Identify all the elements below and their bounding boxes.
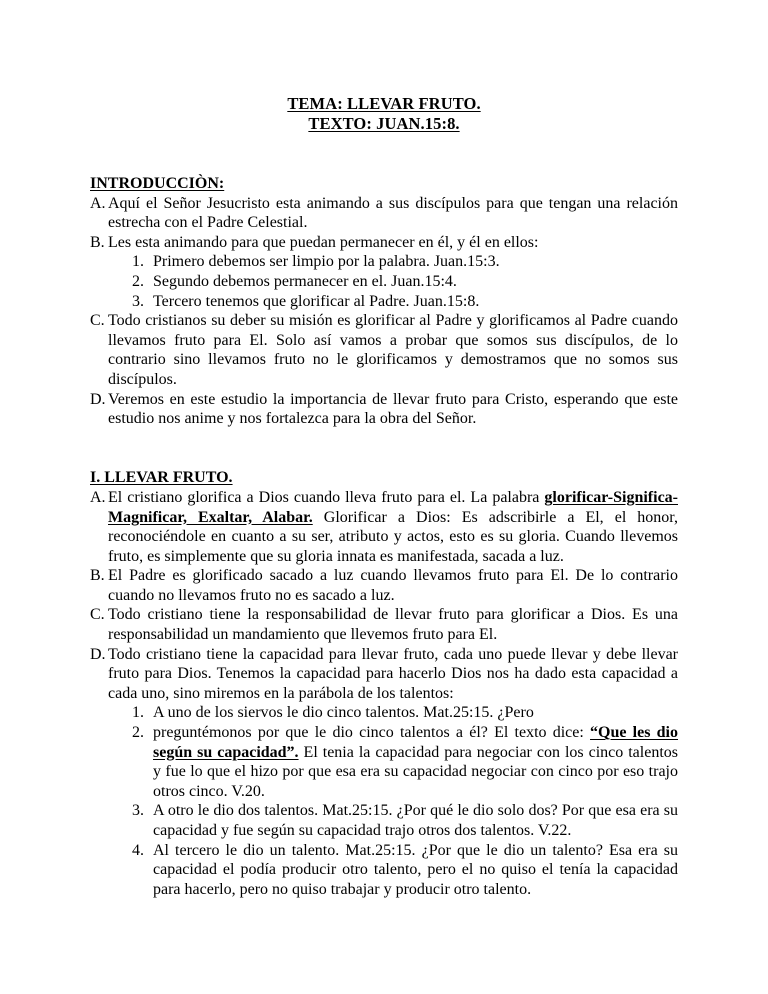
list-marker: 3. — [132, 802, 144, 820]
list-item — [90, 233, 678, 311]
list-marker: C. — [90, 312, 105, 330]
list-item — [132, 703, 678, 723]
list-item-text: Les esta animando para que puedan permanecer en él, y él en ellos: — [108, 233, 539, 251]
emphasis-text: “Que les dio según su capacidad”. — [153, 724, 679, 761]
title-line-texto: TEXTO: JUAN.15:8. — [308, 114, 460, 133]
sublist — [108, 703, 678, 899]
section-gap — [90, 429, 678, 449]
section-gap-2 — [90, 448, 678, 468]
list-item-text-after: El tenia la capacidad para negociar con los cinco talentos y fue lo que el hizo por que esa era su capacidad negociar con cinco por eso trajo otros cinco. V.20. — [153, 743, 679, 800]
list-item-text: Aquí el Señor Jesucristo esta animando a sus discípulos para que tengan una relación estrecha con el Padre Celestial. — [108, 194, 678, 232]
list-item — [90, 566, 678, 605]
list-item-text: Veremos en este estudio la importancia de llevar fruto para Cristo, esperando que este estudio nos anime y nos fortalezca para la obra del Señor. — [108, 390, 678, 428]
list-item — [132, 841, 678, 900]
list-item — [90, 605, 678, 644]
list-item — [132, 801, 678, 840]
emphasis-text: glorificar-Significa- Magnificar, Exaltar, Alabar. — [108, 488, 678, 526]
list-item-text: Al tercero le dio un talento. Mat.25:15. ¿Por que le dio un talento? Esa era su capacidad el podía producir otro talento, pero el no quiso el tenía la capacidad para hacerlo, pero no quiso trabajar y producir otro talento. — [153, 841, 678, 898]
list-item-text: Todo cristianos su deber su misión es glorificar al Padre y glorificamos al Padre cuando llevamos fruto para El. Solo así vamos a probar que somos sus discípulos, de lo contrario sino llevamos fruto no le glorificamos y demostramos que no somos sus discípulos. — [108, 312, 678, 388]
section-heading-introduccion: INTRODUCCIÒN: — [90, 174, 225, 192]
list-item-text: Tercero tenemos que glorificar al Padre. Juan.15:8. — [153, 292, 480, 310]
list-marker: 2. — [132, 272, 144, 290]
list-item-text-before: El cristiano glorifica a Dios cuando lleva fruto para el. La palabra — [108, 488, 545, 506]
list-item — [90, 390, 678, 429]
list-item — [132, 252, 678, 272]
list-marker: D. — [90, 390, 106, 408]
list-marker: 1. — [132, 704, 144, 722]
list-item-text: Todo cristiano tiene la capacidad para llevar fruto, cada uno puede llevar y debe llevar fruto para Dios. Tenemos la capacidad para hacerlo Dios nos ha dado esta capacidad a cada uno, sino miremos en la parábola de los talentos: — [108, 645, 678, 702]
list-item-text: A uno de los siervos le dio cinco talentos. Mat.25:15. ¿Pero — [153, 704, 534, 722]
list-marker: 4. — [132, 841, 144, 859]
list-marker: A. — [90, 194, 106, 212]
list-item-text-before: preguntémonos por que le dio cinco talentos a él? El texto dice: — [153, 724, 591, 742]
list-item — [90, 645, 678, 900]
sublist — [108, 252, 678, 311]
list-item — [90, 311, 678, 389]
title-gap-2 — [90, 154, 678, 174]
list-item-text: A otro le dio dos talentos. Mat.25:15. ¿Por qué le dio solo dos? Por que esa era su capacidad y fue según su capacidad trajo otros dos talentos. V.22. — [153, 802, 678, 839]
section-heading-llevar-fruto: I. LLEVAR FRUTO. — [90, 468, 233, 486]
list-item — [132, 292, 678, 312]
list-item-text: Primero debemos ser limpio por la palabra. Juan.15:3. — [153, 253, 500, 271]
list-item — [132, 723, 678, 801]
llevar-fruto-item-list — [90, 488, 678, 899]
list-marker: D. — [90, 645, 106, 663]
list-item — [132, 272, 678, 292]
title-gap — [90, 134, 678, 154]
list-marker: C. — [90, 606, 105, 624]
document-title — [90, 94, 678, 134]
list-item-text: Segundo debemos permanecer en el. Juan.15:4. — [153, 272, 457, 290]
list-item-text: El Padre es glorificado sacado a luz cuando llevamos fruto para El. De lo contrario cuando no llevamos fruto no es sacado a luz. — [108, 567, 678, 604]
list-item-text-after: Glorificar a Dios: Es adscribirle a El, el honor, reconociéndole en cuanto a su ser, atributo y actos, esto es su gloria. Cuando llevemos fruto, es simplemente que su gloria innata es manifestada, sacada a luz. — [108, 508, 678, 565]
introduccion-item-list — [90, 194, 678, 429]
list-marker: B. — [90, 233, 105, 251]
list-item-text: Todo cristiano tiene la responsabilidad de llevar fruto para glorificar a Dios. Es una responsabilidad un mandamiento que llevemos fruto para El. — [108, 606, 678, 644]
list-marker: 3. — [132, 292, 144, 310]
list-item — [90, 488, 678, 566]
title-line-tema: TEMA: LLEVAR FRUTO. — [287, 94, 481, 113]
list-item — [90, 194, 678, 233]
list-marker: B. — [90, 567, 105, 585]
list-marker: 1. — [132, 253, 144, 271]
list-marker: 2. — [132, 724, 144, 742]
list-marker: A. — [90, 488, 106, 506]
